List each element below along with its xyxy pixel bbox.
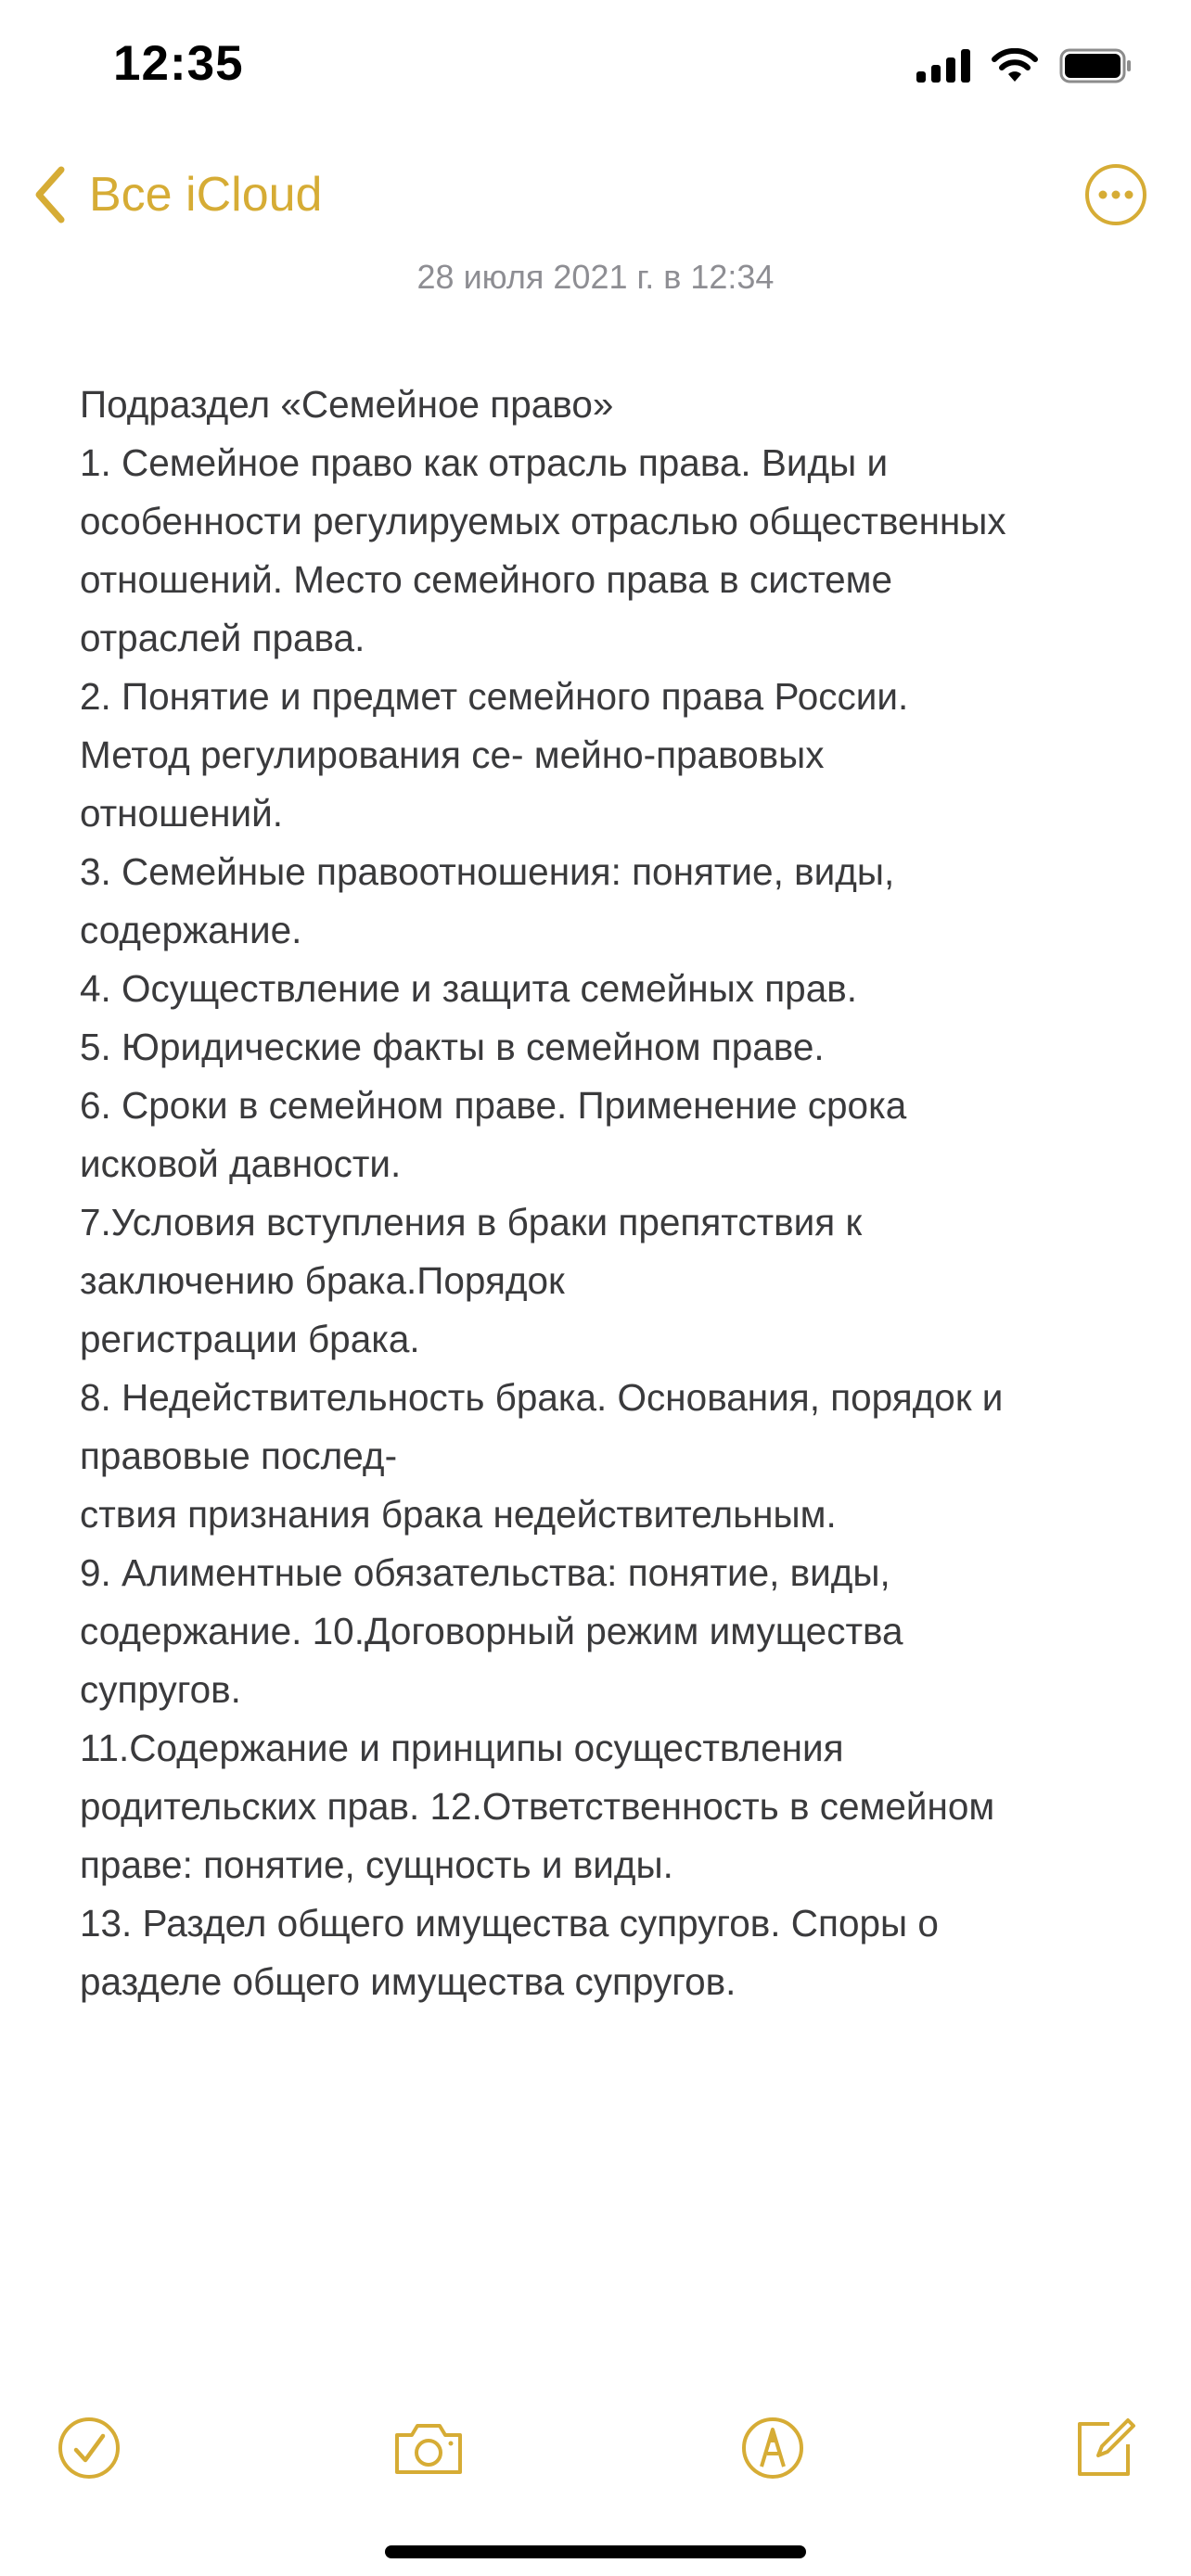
note-text-line: разделе общего имущества супругов. [80, 1960, 736, 2003]
camera-icon [390, 2411, 467, 2485]
note-text-line: 4. Осуществление и защита семейных прав. [80, 967, 858, 1010]
note-text-line: регистрации брака. [80, 1318, 420, 1360]
markup-icon [736, 2411, 810, 2485]
note-text-line: отношений. Место семейного права в системе [80, 558, 893, 601]
note-text-line: 5. Юридические факты в семейном праве. [80, 1026, 825, 1068]
note-text-line: ствия признания брака недействительным. [80, 1493, 837, 1536]
status-time: 12:35 [113, 36, 244, 91]
note-text-line: содержание. 10.Договорный режим имущества [80, 1610, 903, 1652]
compose-button[interactable] [1067, 2411, 1141, 2485]
note-text-line: 7.Условия вступления в браки препятствия к [80, 1201, 863, 1243]
note-text-line: праве: понятие, сущность и виды. [80, 1843, 673, 1886]
note-text-line: отраслей права. [80, 617, 365, 659]
wifi-icon [991, 48, 1039, 83]
camera-button[interactable] [390, 2411, 464, 2485]
navigation-bar [0, 153, 1191, 246]
note-text-line: родительских прав. 12.Ответственность в семейном [80, 1785, 995, 1828]
note-text-line: 13. Раздел общего имущества супругов. Споры о [80, 1902, 939, 1945]
bottom-toolbar [0, 2411, 1191, 2504]
more-options-button[interactable] [1083, 162, 1148, 227]
note-text-line: 3. Семейные правоотношения: понятие, виды, [80, 850, 895, 893]
note-text-line: особенности регулируемых отраслью общественных [80, 500, 1006, 542]
note-text-line: содержание. [80, 909, 302, 951]
note-text-line: 6. Сроки в семейном праве. Применение срока [80, 1084, 907, 1127]
note-text-line: отношений. [80, 792, 283, 835]
note-text-line: 2. Понятие и предмет семейного права России. [80, 675, 909, 718]
checklist-button[interactable] [52, 2411, 126, 2485]
home-indicator [385, 2545, 806, 2558]
back-button[interactable] [32, 164, 322, 225]
note-text-line: 11.Содержание и принципы осуществления [80, 1727, 844, 1769]
note-text-line: 8. Недействительность брака. Основания, порядок и [80, 1376, 1004, 1419]
status-bar [0, 0, 1191, 139]
note-text-line: правовые послед- [80, 1435, 398, 1477]
compose-icon [1067, 2411, 1141, 2485]
note-text-line: 1. Семейное право как отрасль права. Виды и [80, 441, 889, 484]
note-text-line: исковой давности. [80, 1142, 402, 1185]
markup-button[interactable] [736, 2411, 810, 2485]
back-label: Все iCloud [89, 168, 323, 222]
note-date: 28 июля 2021 г. в 12:34 [416, 258, 775, 296]
note-text-line: Метод регулирования се- мейно-правовых [80, 733, 825, 776]
cellular-signal-icon [916, 49, 970, 83]
note-text-line: 9. Алиментные обязательства: понятие, виды, [80, 1551, 890, 1594]
note-text-line: заключению брака.Порядок [80, 1259, 565, 1302]
checklist-icon [52, 2411, 126, 2485]
ellipsis-circle-icon [1083, 162, 1148, 227]
battery-icon [1059, 48, 1133, 83]
note-heading-line: Подраздел «Семейное право» [80, 383, 614, 426]
status-icons [916, 48, 1133, 83]
note-body[interactable] [80, 376, 1137, 2011]
note-text-line: супругов. [80, 1668, 241, 1711]
chevron-left-icon [32, 164, 69, 225]
